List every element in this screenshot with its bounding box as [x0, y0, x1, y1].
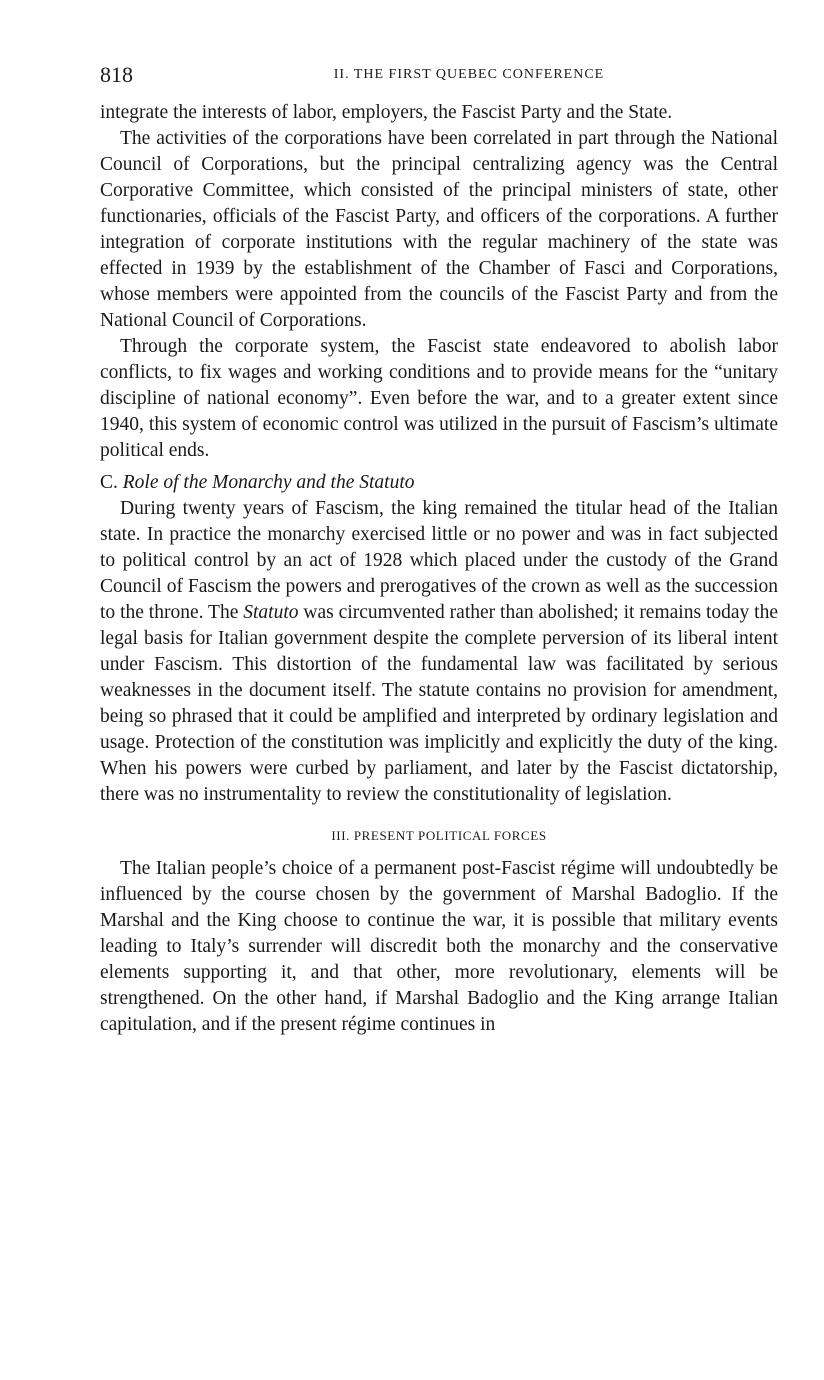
page-number: 818: [100, 62, 133, 87]
paragraph-corporate-system: Through the corporate system, the Fascist state endeavored to abolish labor conflicts, to fix wages and working conditions and to provide means for the “unitary discipline of national economy”. Even before the war, and to a greater extent since 1940, this system of economic control was utilized in the pursuit of Fascism’s ultimate political ends.: [100, 336, 778, 461]
part-heading-iii: III. PRESENT POLITICAL FORCES: [331, 828, 547, 843]
paragraph-monarchy: [100, 496, 778, 808]
running-head: [100, 60, 778, 90]
paragraph-monarchy-part-a: During twenty years of Fascism, the king remained the titular head of the Italian state. In practice the monarchy exercised little or no power and was in fact subjected to political control by an act of 1928 which placed under the custody of the Grand Council of Fascism the powers and prerogatives of the crown as well as the succession to the throne. The: [100, 498, 778, 623]
paragraph-corporations: The activities of the corporations have been correlated in part through the National Council of Corporations, but the principal centralizing agency was the Central Corporative Committee, which consisted of the principal ministers of state, other functionaries, officials of the Fascist Party, and officers of the corporations. A further integration of corporate institutions with the regular machinery of the state was effected in 1939 by the establishment of the Chamber of Fasci and Corporations, whose members were appointed from the councils of the Fascist Party and from the National Council of Corporations.: [100, 128, 778, 331]
statuto-italic: Statuto: [243, 602, 299, 623]
running-title: II. THE FIRST QUEBEC CONFERENCE: [333, 67, 605, 82]
paragraph-political-forces: The Italian people’s choice of a permanent post-Fascist régime will undoubtedly be influenced by the course chosen by the government of Marshal Badoglio. If the Marshal and the King choose to continue the war, it is possible that military events leading to Italy’s surrender will discredit both the monarchy and the conservative elements supporting it, and that other, more revolutionary, elements will be strengthened. On the other hand, if Marshal Badoglio and the King arrange Italian capitulation, and if the present régime continues in: [100, 858, 778, 1035]
section-heading-c: [100, 470, 778, 496]
section-letter: C.: [100, 472, 118, 493]
document-page: [100, 60, 778, 1038]
section-title: Role of the Monarchy and the Statuto: [122, 472, 415, 493]
paragraph-continued: integrate the interests of labor, employers, the Fascist Party and the State.: [100, 102, 673, 123]
paragraph-monarchy-part-b: was circumvented rather than abolished; it remains today the legal basis for Italian government despite the complete perversion of its liberal intent under Fascism. This distortion of the fundamental law was facilitated by serious weaknesses in the document itself. The statute contains no provision for amendment, being so phrased that it could be amplified and interpreted by ordinary legislation and usage. Protection of the constitution was implicitly and explicitly the duty of the king. When his powers were curbed by parliament, and later by the Fascist dictatorship, there was no instrumentality to review the constitutionality of legislation.: [100, 602, 778, 805]
